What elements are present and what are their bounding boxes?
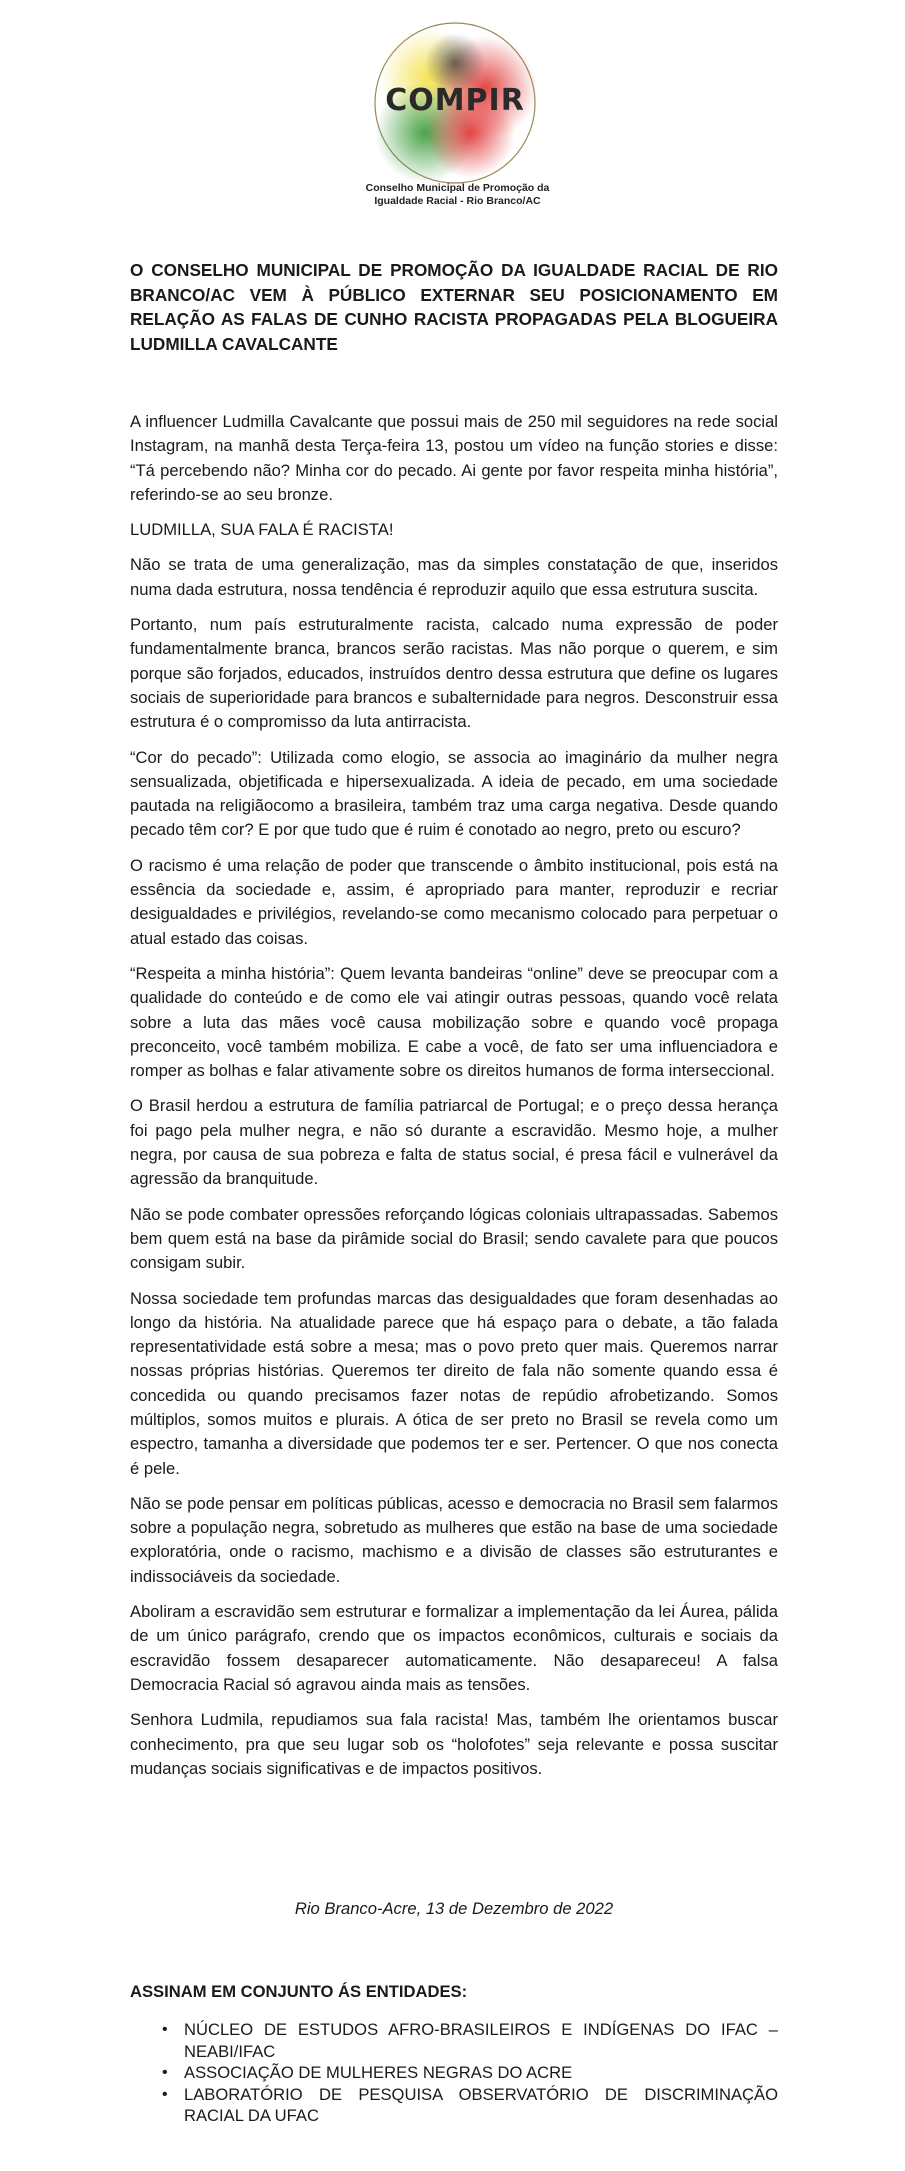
paragraph: Não se pode pensar em políticas públicas, acesso e democracia no Brasil sem falarmos sobre a população negra, sobretudo as mulheres que estão na base de uma sociedade exploratória, onde o racismo, machismo e a divisão de classes são estruturantes e indissociáveis da sociedade. [130,1493,778,1586]
logo-caption [330,182,585,208]
signers-title: ASSINAM EM CONJUNTO ÁS ENTIDADES: [130,1982,468,2001]
paragraph: LUDMILLA, SUA FALA É RACISTA! [130,520,394,540]
dateline: Rio Branco-Acre, 13 de Dezembro de 2022 [294,1899,614,1918]
list-item: • LABORATÓRIO DE PESQUISA OBSERVATÓRIO DE DISCRIMINAÇÃO RACIAL DA UFAC [130,2084,778,2127]
paragraph: O Brasil herdou a estrutura de família patriarcal de Portugal; e o preço dessa herança foi pago pela mulher negra, e não só durante a escravidão. Mesmo hoje, a mulher negra, por causa de sua pobreza e falta de status social, é presa fácil e vulnerável da agressão da branquitude. [130,1096,778,1189]
paragraph: Não se pode combater opressões reforçando lógicas coloniais ultrapassadas. Sabemos bem quem está na base da pirâmide social do Brasil; sendo cavalete para que poucos consigam subir. [130,1204,778,1273]
list-item: • NÚCLEO DE ESTUDOS AFRO-BRASILEIROS E INDÍGENAS DO IFAC – NEABI/IFAC [130,2019,778,2062]
paragraph: Portanto, num país estruturalmente racista, calcado numa expressão de poder fundamentalmente branca, brancos serão racistas. Mas não porque o querem, e sim porque são forjados, educados, instruídos dentro dessa estrutura que define os lugares sociais de superioridade para brancos e subalternidade para negros. Desconstruir essa estrutura é o compromisso da luta antirracista. [130,615,778,732]
signers-list [130,2019,778,2127]
compir-logo-emblem [370,18,540,188]
paragraph: Não se trata de uma generalização, mas da simples constatação de que, inseridos numa dada estrutura, nossa tendência é reproduzir aquilo que essa estrutura suscita. [130,555,778,599]
paragraph: A influencer Ludmilla Cavalcante que possui mais de 250 mil seguidores na rede social Instagram, na manhã desta Terça-feira 13, postou um vídeo na função stories e disse: “Tá percebendo não? Minha cor do pecado. Ai gente por favor respeita minha história”, referindo-se ao seu bronze. [130,412,778,504]
document-headline: O CONSELHO MUNICIPAL DE PROMOÇÃO DA IGUALDADE RACIAL DE RIO BRANCO/AC VEM À PÚBLICO EXTERNAR SEU POSICIONAMENTO EM RELAÇÃO AS FALAS DE CUNHO RACISTA PROPAGADAS PELA BLOGUEIRA LUDMILLA CAVALCANTE [130,260,778,354]
paragraph: “Cor do pecado”: Utilizada como elogio, se associa ao imaginário da mulher negra sensualizada, objetificada e hipersexualizada. A ideia de pecado, em uma sociedade pautada na religiãocomo a brasileira, também traz uma carga negativa. Desde quando pecado têm cor? E por que tudo que é ruim é conotado ao negro, preto ou escuro? [130,747,778,840]
paragraph: Nossa sociedade tem profundas marcas das desigualdades que foram desenhadas ao longo da história. Na atualidade parece que há espaço para o debate, a tão falada representatividade está sobre a mesa; mas o povo preto quer mais. Queremos narrar nossas próprias histórias. Queremos ter direito de fala não somente quando essa é concedida ou quando precisamos fazer notas de repúdio afrobetizando. Somos múltiplos, somos muitos e plurais. A ótica de ser preto no Brasil se revela como um espectro, tamanha a diversidade que podemos ter e ser. Pertencer. O que nos conecta é pele. [130,1288,778,1478]
paragraph: “Respeita a minha história”: Quem levanta bandeiras “online” deve se preocupar com a qualidade do conteúdo e de como ele vai atingir outras pessoas, quando você relata sobre a luta das mães você causa mobilização sobre e quando você propaga preconceito, você também mobiliza. E cabe a você, de fato ser uma influenciadora e romper as bolhas e falar ativamente sobre os direitos humanos de forma interseccional. [130,963,778,1081]
logo-caption-line1: Conselho Municipal de Promoção da [365,182,550,194]
paragraph: O racismo é uma relação de poder que transcende o âmbito institucional, pois está na essência da sociedade e, assim, é apropriado para manter, reproduzir e recriar desigualdades e privilégios, revelando-se como mecanismo colocado para perpetuar o atual estado das coisas. [130,855,778,948]
logo-wordmark: COMPIR [385,83,525,118]
logo-caption-line2: Igualdade Racial - Rio Branco/AC [374,195,541,207]
compir-logo [355,18,555,188]
list-item: • ASSOCIAÇÃO DE MULHERES NEGRAS DO ACRE [130,2062,778,2084]
document-body [130,410,778,1792]
paragraph: Aboliram a escravidão sem estruturar e formalizar a implementação da lei Áurea, pálida de um único parágrafo, crendo que os impactos econômicos, culturais e sociais da escravidão fossem desaparecer automaticamente. Não desapareceu! A falsa Democracia Racial só agravou ainda mais as tensões. [130,1602,778,1694]
paragraph: Senhora Ludmila, repudiamos sua fala racista! Mas, também lhe orientamos buscar conhecimento, pra que seu lugar sob os “holofotes” seja relevante e possa suscitar mudanças sociais significativas e de impactos positivos. [130,1710,778,1778]
